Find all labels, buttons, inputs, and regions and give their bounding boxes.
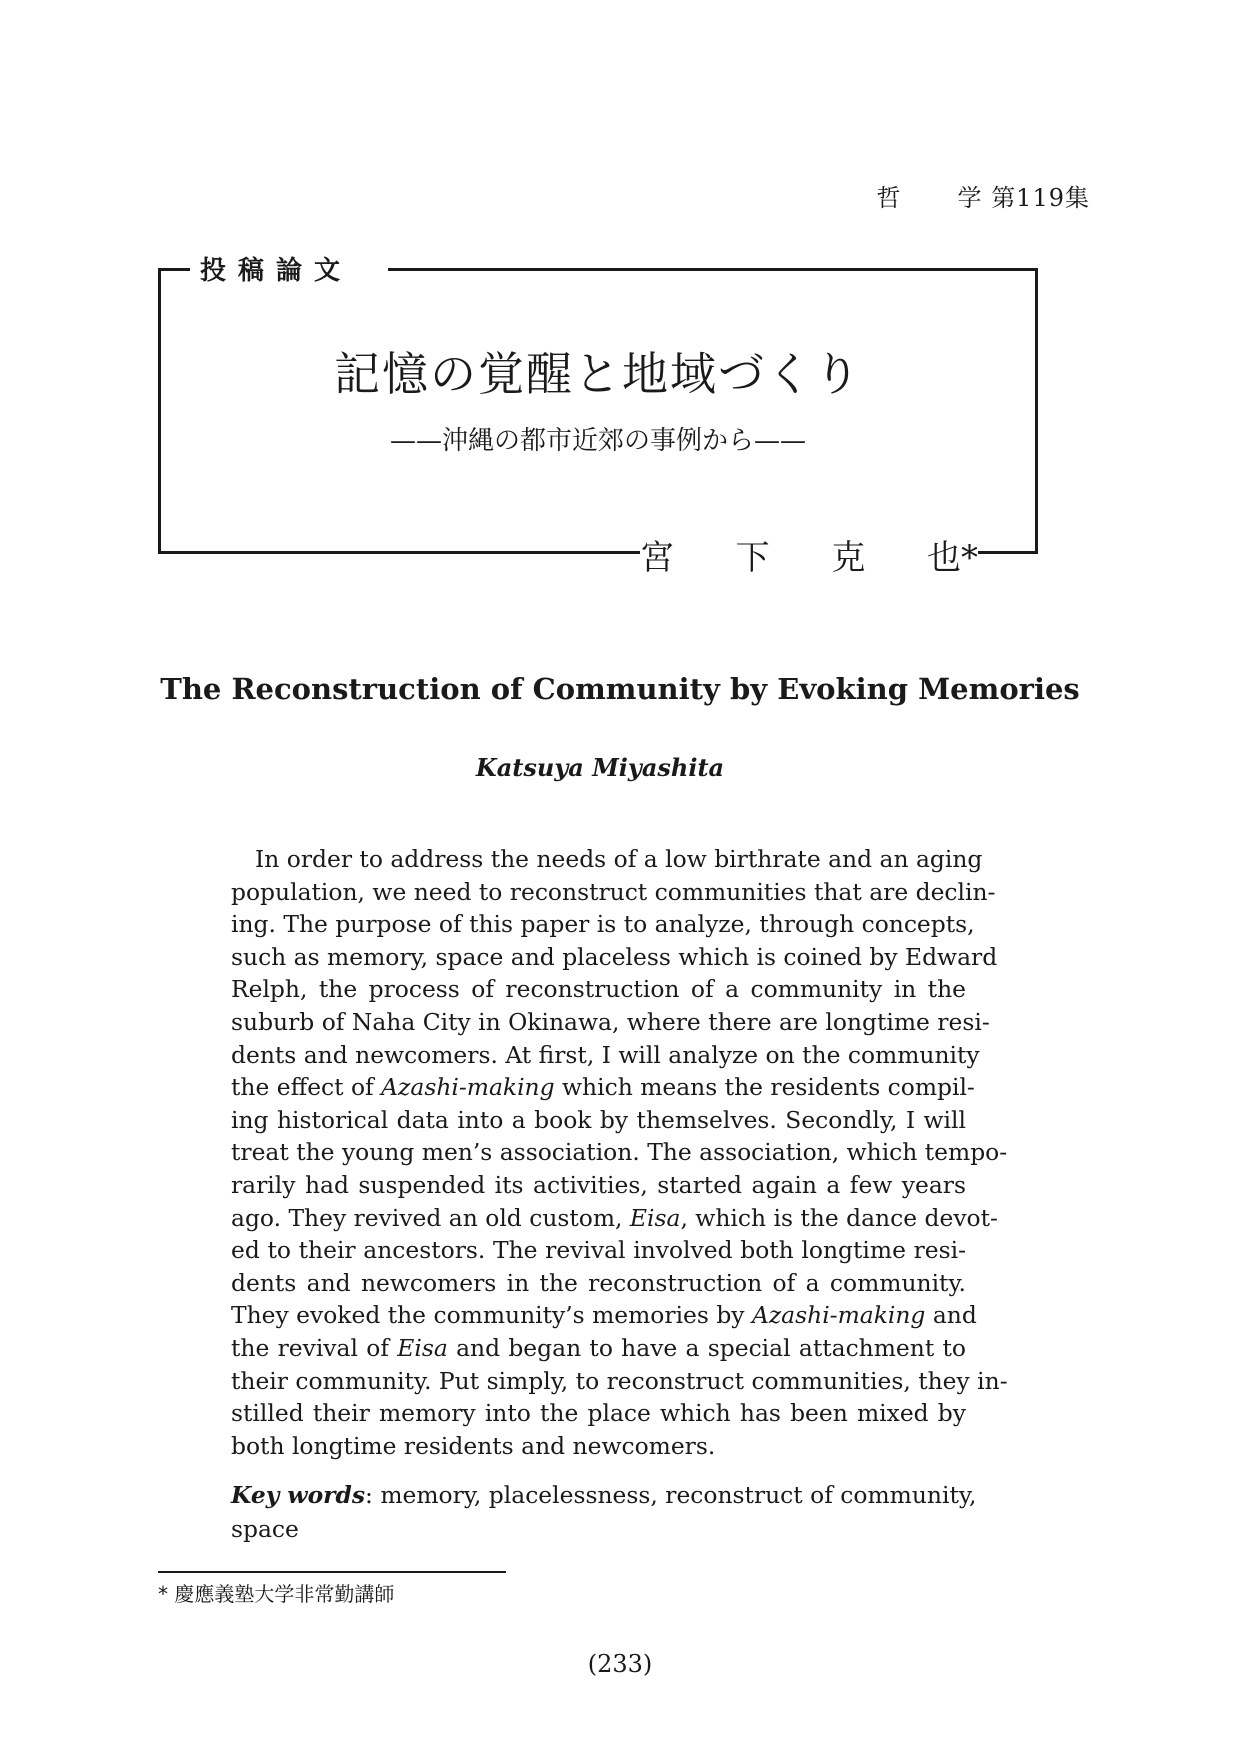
journal-name-part1: 哲 (876, 184, 902, 212)
abstract-line: suburb of Naha City in Okinawa, where there are longtime resi- (231, 1007, 990, 1036)
abstract-line: dents and newcomers. At first, I will analyze on the community (231, 1040, 980, 1069)
keywords-line2: space (231, 1515, 299, 1543)
keywords: Key words: memory, placelessness, reconstruct of community, space (231, 1478, 966, 1546)
abstract-line: Relph, the process of reconstruction of a community in the (231, 975, 966, 1004)
abstract-line: the revival of Eisa and began to have a special attachment to (231, 1333, 966, 1362)
frame-bottom-left-line (158, 551, 640, 554)
abstract-line: ing historical data into a book by themselves. Secondly, I will (231, 1105, 966, 1134)
abstract-line: both longtime residents and newcomers. (231, 1431, 716, 1460)
abstract-line: population, we need to reconstruct communities that are declin- (231, 877, 996, 906)
author-char: 克 (831, 538, 866, 578)
abstract-line: the effect of Azashi-making which means the residents compil- (231, 1073, 975, 1102)
abstract-line: such as memory, space and placeless which is coined by Edward (231, 942, 998, 971)
frame-bottom-right-line (978, 551, 1038, 554)
frame-top-left-line (158, 268, 190, 271)
page-number: (233) (587, 1650, 653, 1678)
author-char: 也* (926, 538, 978, 578)
japanese-subtitle: ——沖縄の都市近郊の事例から—— (389, 426, 806, 456)
frame-left-line (158, 268, 161, 554)
keywords-line1: memory, placelessness, reconstruct of community, (380, 1481, 977, 1509)
abstract (231, 843, 1008, 1462)
journal-name-part2: 学 (957, 184, 983, 212)
english-title: The Reconstruction of Community by Evoking Memories (160, 672, 1080, 706)
abstract-line: their community. Put simply, to reconstruct communities, they in- (231, 1366, 1008, 1395)
abstract-line: stilled their memory into the place which has been mixed by (231, 1399, 966, 1428)
abstract-line: rarily had suspended its activities, started again a few years (231, 1170, 966, 1199)
abstract-line: dents and newcomers in the reconstruction of a community. (231, 1268, 966, 1297)
frame-right-line (1035, 268, 1038, 554)
journal-header (877, 178, 1090, 213)
abstract-line: ing. The purpose of this paper is to analyze, through concepts, (231, 910, 975, 939)
journal-issue: 第119集 (991, 184, 1090, 212)
footnote: * 慶應義塾大学非常勤講師 (158, 1582, 395, 1606)
keywords-label: Key words (231, 1481, 366, 1509)
abstract-line: They evoked the community’s memories by Azashi-making and (231, 1301, 977, 1330)
footnote-rule (158, 1571, 506, 1573)
abstract-line: In order to address the needs of a low birthrate and an aging (255, 845, 983, 873)
author-char: 下 (735, 538, 770, 578)
abstract-line: ago. They revived an old custom, Eisa, which is the dance devot- (231, 1203, 998, 1232)
author-char: 宮 (640, 538, 674, 578)
japanese-author (640, 530, 978, 579)
article-category: 投稿論文 (198, 250, 354, 287)
abstract-line: ed to their ancestors. The revival involved both longtime resi- (231, 1236, 966, 1265)
abstract-line: treat the young men’s association. The association, which tempo- (231, 1138, 1008, 1167)
japanese-title: 記憶の覚醒と地域づくり (334, 347, 862, 401)
english-author: Katsuya Miyashita (475, 753, 725, 782)
frame-top-right-line (388, 268, 1038, 271)
